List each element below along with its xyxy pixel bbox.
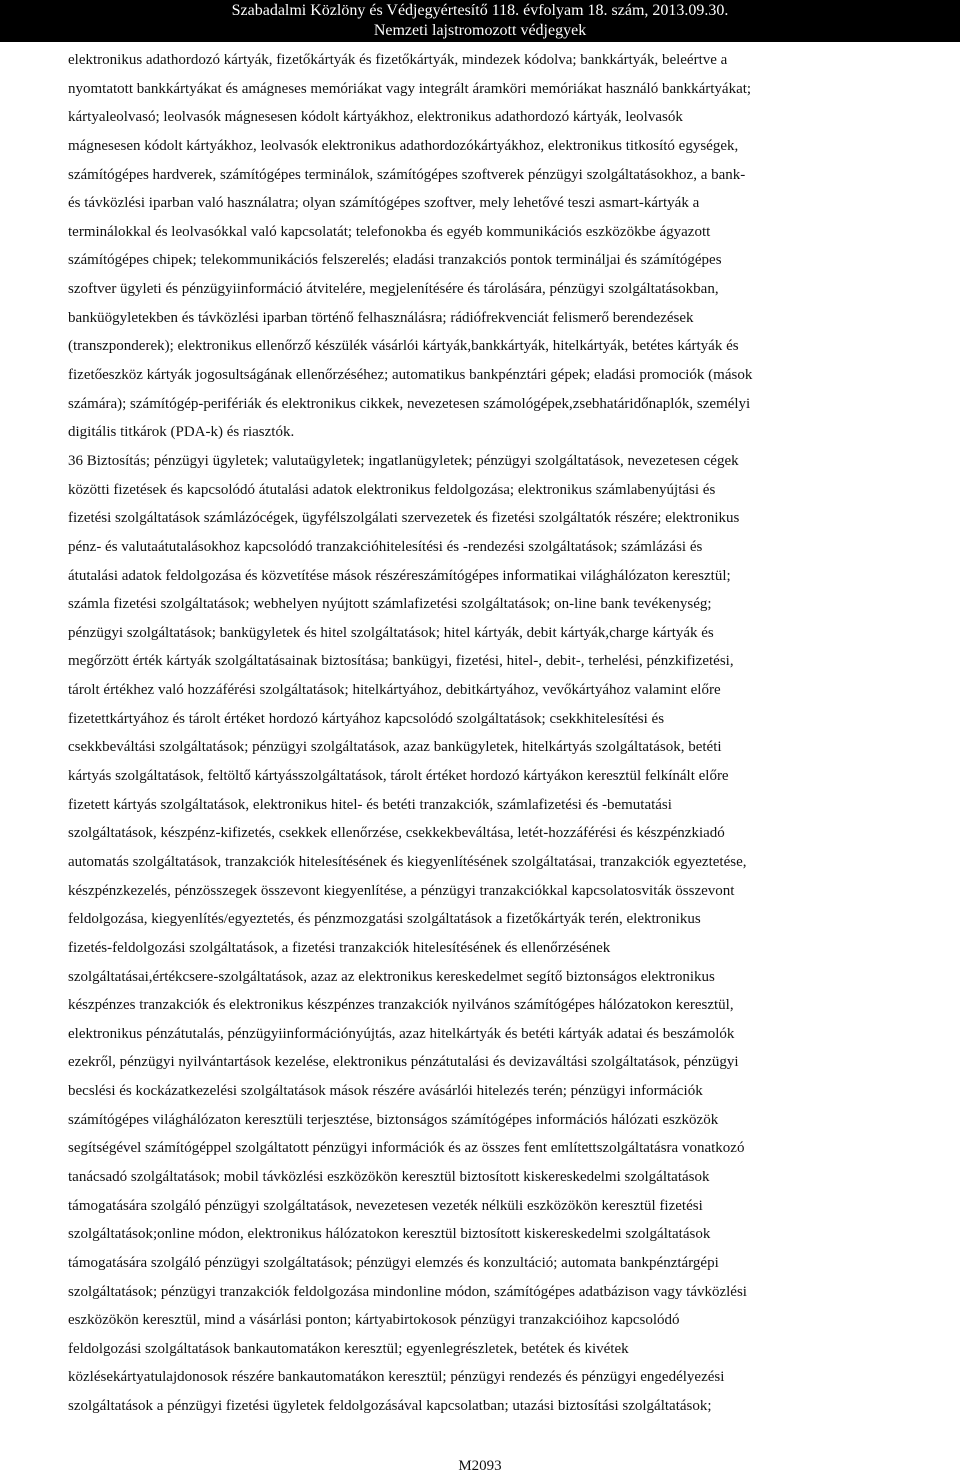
text-line: szoftver ügyleti és pénzügyiinformáció átvitelére, megjelenítésére és tárolására, pénzügyi szolgáltatásokban, — [68, 281, 719, 298]
text-line: feldolgozása, kiegyenlítés/egyeztetés, és pénzmozgatási szolgáltatások a fizetőkártyák terén, elektronikus — [68, 911, 701, 928]
text-line: segítségével számítógéppel szolgáltatott pénzügyi információk és az összes fent említettszolgáltatásra vonatkozó — [68, 1140, 745, 1157]
text-line: szolgáltatások, készpénz-kifizetés, csekkek ellenőrzése, csekkekbeváltása, letét-hozzáférési és készpénzkiadó — [68, 825, 725, 842]
text-line: számítógépes világhálózaton keresztüli terjesztése, biztonságos számítógépes információs hálózati eszközök — [68, 1111, 719, 1128]
text-line: fizetettkártyához és tárolt értéket hordozó kártyához kapcsolódó szolgáltatások; csekkhitelesítési és — [68, 710, 665, 727]
text-line: pénz- és valutaátutalásokhoz kapcsolódó tranzakcióhitelesítési és -rendezési szolgáltatások; számlázási és — [68, 538, 703, 555]
text-line: támogatására szolgáló pénzügyi szolgáltatások; pénzügyi elemzés és konzultáció; automata bankpénztárgépi — [68, 1254, 719, 1271]
text-line: automatás szolgáltatások, tranzakciók hitelesítésének és kiegyenlítésének szolgáltatásai, tranzakciók egyeztetése, — [68, 853, 747, 870]
text-line: (transzponderek); elektronikus ellenőrző készülék vásárlói kártyák,bankkártyák, hitelkártyák, betétes kártyák és — [68, 338, 739, 355]
text-line: megőrzött érték kártyák szolgáltatásainak biztosítása; bankügyi, fizetési, hitel-, debit-, terhelési, pénzkifizetési, — [68, 653, 734, 670]
journal-title: Szabadalmi Közlöny és Védjegyértesítő 118. évfolyam 18. szám, 2013.09.30. — [231, 2, 729, 19]
text-line: szolgáltatásai,értékcsere-szolgáltatások, azaz az elektronikus kereskedelmet segítő biztonságos elektronikus — [68, 968, 715, 985]
text-line: pénzügyi szolgáltatások; bankügyletek és hitel szolgáltatások; hitel kártyák, debit kártyák,charge kártyák és — [68, 624, 714, 641]
text-line: támogatására szolgáló pénzügyi szolgáltatások, nevezetesen vezeték nélküli eszközökön keresztül fizetési — [68, 1197, 703, 1214]
text-line: szolgáltatások a pénzügyi fizetési ügyletek feldolgozásával kapcsolatban; utazási biztosítási szolgáltatások; — [68, 1398, 712, 1415]
text-line: becslési és kockázatkezelési szolgáltatások mások részére avásárlói hitelezés terén; pénzügyi információk — [68, 1083, 703, 1100]
text-line: 36 Biztosítás; pénzügyi ügyletek; valutaügyletek; ingatlanügyletek; pénzügyi szolgáltatások, nevezetesen cégek — [68, 452, 739, 469]
text-line: ezekről, pénzügyi nyilvántartások kezelése, elektronikus pénzátutalási és devizaváltási szolgáltatások, pénzügyi — [68, 1054, 739, 1071]
text-line: tanácsadó szolgáltatások; mobil távközlési eszközökön keresztül biztosított kiskereskedelmi szolgáltatások — [68, 1168, 710, 1185]
text-line: szolgáltatások; pénzügyi tranzakciók feldolgozása mindonline módon, számítógépes adatbázison vagy távközlési — [68, 1283, 747, 1300]
text-line: átutalási adatok feldolgozása és közvetítése mások részéreszámítógépes informatikai világhálózaton keresztül; — [68, 567, 731, 584]
text-line: közötti fizetések és kapcsolódó átutalási adatok elektronikus feldolgozása; elektronikus számlabenyújtási és — [68, 481, 716, 498]
text-line: terminálokkal és leolvasókkal való kapcsolatát; telefonokba és egyéb kommunikációs eszközökbe ágyazott — [68, 223, 711, 240]
text-line: és távközlési iparban való használatra; olyan számítógépes szoftver, mely lehetővé teszi asmart-kártyák a — [68, 195, 700, 212]
text-line: mágnesesen kódolt kártyákhoz, leolvasók elektronikus adathordozókártyákhoz, elektronikus titkosító egységek, — [68, 137, 739, 154]
text-line: számítógépes hardverek, számítógépes terminálok, számítógépes szoftverek pénzügyi szolgáltatásokhoz, a bank- — [68, 166, 746, 183]
text-line: nyomtatott bankkártyákat és amágneses memóriákat vagy integrált áramköri memóriákat használó bankkártyákat; — [68, 80, 752, 97]
text-line: digitális titkárok (PDA-k) és riasztók. — [68, 424, 295, 441]
text-line: eszközökön keresztül, mind a vásárlási ponton; kártyabirtokosok pénzügyi tranzakcióihoz kapcsolódó — [68, 1312, 680, 1329]
text-line: számítógépes chipek; telekommunikációs felszerelés; eladási tranzakciós pontok termináljai és számítógépes — [68, 252, 722, 269]
text-line: készpénzes tranzakciók és elektronikus készpénzes tranzakciók nyilvános számítógépes hálózatokon keresztül, — [68, 997, 734, 1014]
body-text — [68, 46, 900, 1421]
text-line: tárolt értékhez való hozzáférési szolgáltatások; hitelkártyához, debitkártyához, vevőkártyához valamint előre — [68, 682, 721, 699]
text-line: számára); számítógép-perifériák és elektronikus cikkek, nevezetesen számológépek,zsebhatáridőnaplók, személyi — [68, 395, 751, 412]
text-line: fizetett kártyás szolgáltatások, elektronikus hitel- és betéti tranzakciók, számlafizetési és -bemutatási — [68, 796, 672, 813]
section-title: Nemzeti lajstromozott védjegyek — [373, 22, 587, 39]
text-line: számla fizetési szolgáltatások; webhelyen nyújtott számlafizetési szolgáltatások; on-line bank tevékenység; — [68, 596, 712, 613]
text-line: fizetési szolgáltatások számlázócégek, ügyfélszolgálati szervezetek és fizetési szolgáltatók részére; elektronikus — [68, 510, 740, 527]
text-line: közlésekártyatulajdonosok részére bankautomatákon keresztül; pénzügyi rendezés és pénzügyi engedélyezési — [68, 1369, 725, 1386]
text-line: készpénzkezelés, pénzösszegek összevont kiegyenlítése, a pénzügyi tranzakciókkal kapcsolatosviták összevont — [68, 882, 735, 899]
text-line: feldolgozási szolgáltatások bankautomatákon keresztül; egyenlegrészletek, betétek és kivétek — [68, 1340, 629, 1357]
page-footer-id: M2093 — [458, 1458, 502, 1474]
text-line: fizetőeszköz kártyák jogosultságának ellenőrzéséhez; automatikus bankpénztári gépek; eladási promociók (mások — [68, 367, 753, 384]
text-line: kártyaleolvasó; leolvasók mágnesesen kódolt kártyákhoz, elektronikus adathordozó kártyák, leolvasók — [68, 109, 683, 126]
text-line: banküögyletekben és távközlési iparban történő felhasználásra; rádiófrekvenciát felismerő berendezések — [68, 309, 694, 326]
text-line: fizetés-feldolgozási szolgáltatások, a fizetési tranzakciók hitelesítésének és ellenőrzésének — [68, 939, 611, 956]
text-line: elektronikus adathordozó kártyák, fizetőkártyák és fizetőkártyák, mindezek kódolva; bankkártyák, beleértve a — [68, 52, 728, 68]
text-line: elektronikus pénzátutalás, pénzügyiinformációnyújtás, azaz hitelkártyák és betéti kártyák adatai és beszámolók — [68, 1025, 735, 1042]
text-line: szolgáltatások;online módon, elektronikus hálózatokon keresztül biztosított kiskereskedelmi szolgáltatások — [68, 1226, 711, 1243]
text-line: kártyás szolgáltatások, feltöltő kártyásszolgáltatások, tárolt értéket hordozó kártyákon keresztül felkínált előre — [68, 768, 729, 785]
text-line: csekkbeváltási szolgáltatások; pénzügyi szolgáltatások, azaz bankügyletek, hitelkártyás szolgáltatások, betéti — [68, 739, 722, 756]
